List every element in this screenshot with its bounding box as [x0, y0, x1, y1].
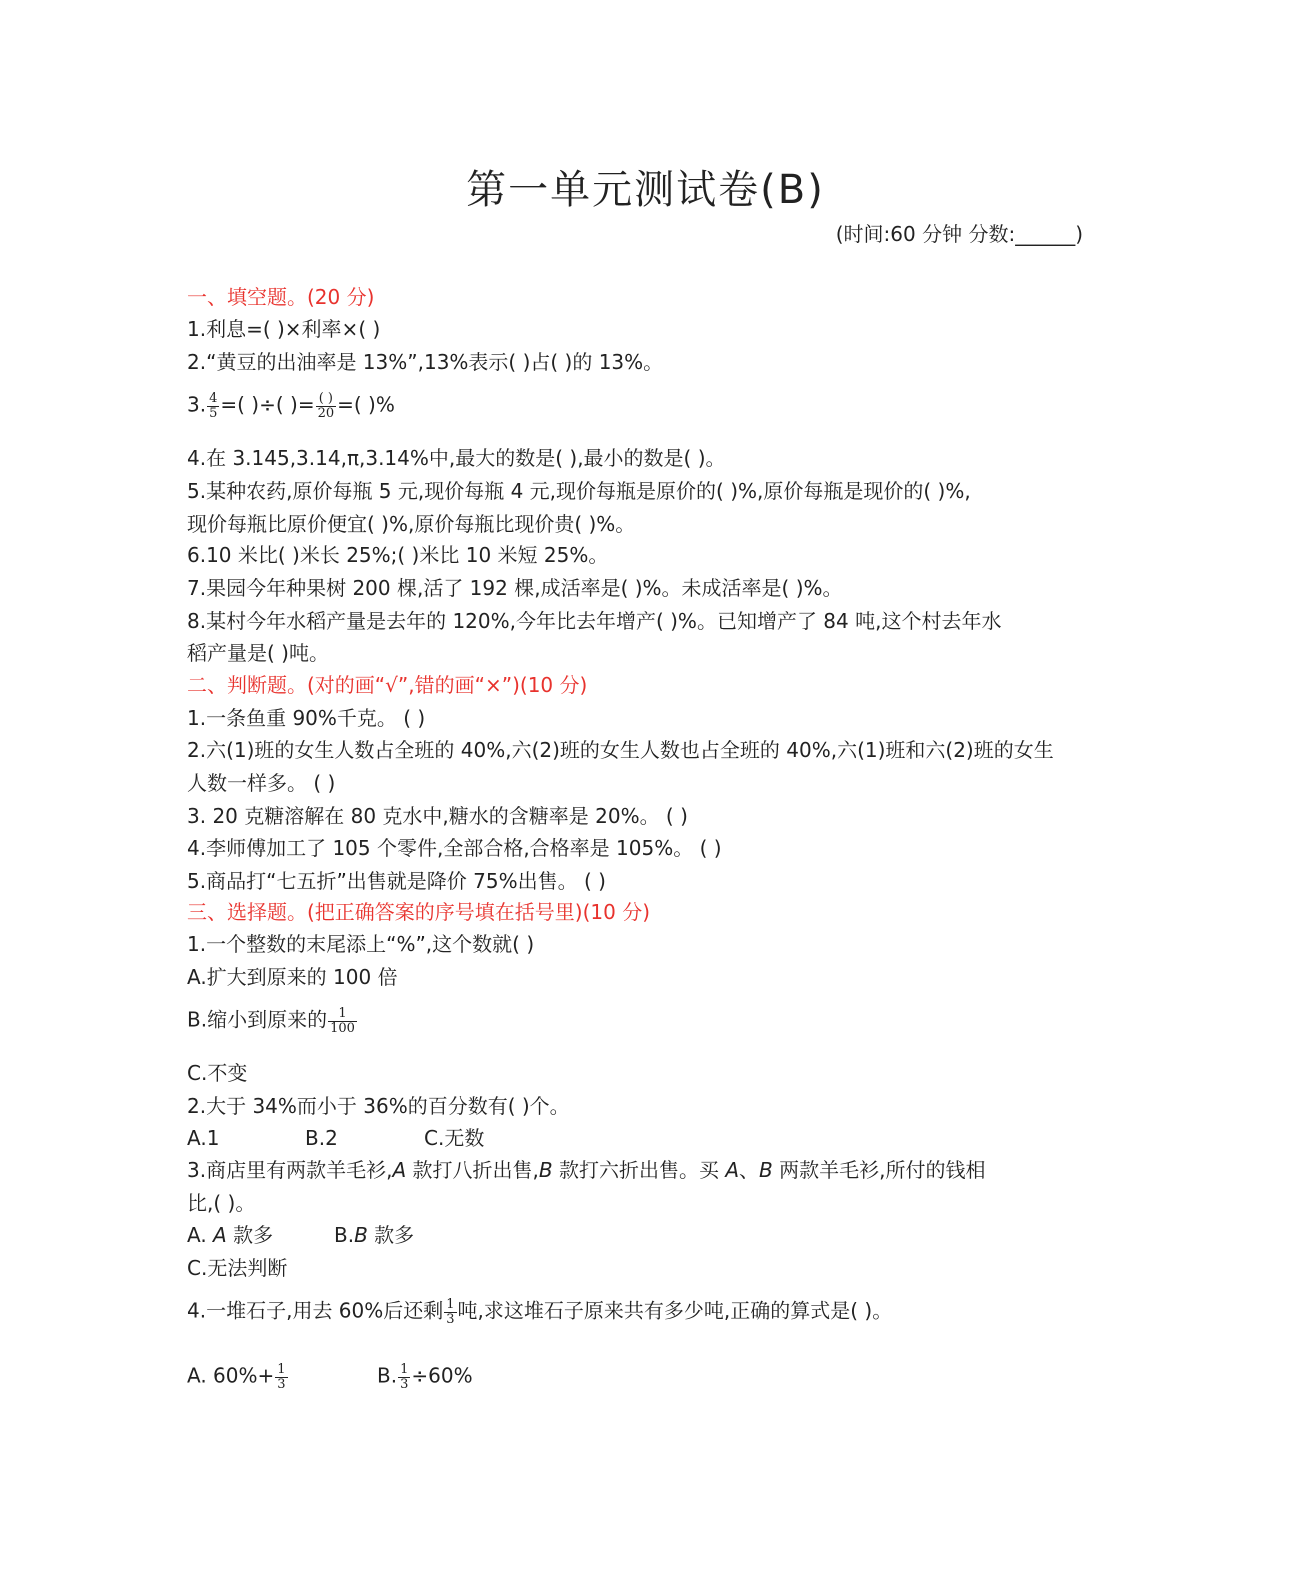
s3-question-2: 2.大于 34%而小于 36%的百分数有( )个。	[187, 1094, 570, 1118]
s3-q3-letter-b2: B	[759, 1158, 773, 1182]
s3-q3-option-a	[187, 1225, 273, 1245]
s1-question-6: 6.10 米比( )米长 25%;( )米比 10 米短 25%。	[187, 543, 609, 567]
s3-question-1: 1.一个整数的末尾添上“%”,这个数就( )	[187, 932, 535, 956]
s3-q3-b-suffix: 款多	[367, 1223, 415, 1247]
s3-q3-text-a: 3.商店里有两款羊毛衫,	[187, 1158, 393, 1182]
fraction-4-5	[207, 392, 219, 420]
s3-q1-option-b	[187, 1007, 358, 1035]
s3-q3-letter-a: A	[392, 1158, 407, 1182]
fraction-blank-20	[316, 392, 337, 420]
s3-q4-suffix: 吨,求这堆石子原来共有多少吨,正确的算式是( )。	[457, 1298, 893, 1323]
s3-q3-letter-a2: A	[725, 1158, 739, 1182]
s3-q3-a-letter: A	[213, 1223, 227, 1247]
s3-q3-b-letter: B	[354, 1223, 368, 1247]
fraction-denominator: 3	[446, 1311, 455, 1327]
s3-q3-text-e: 两款羊毛衫,所付的钱相	[772, 1158, 986, 1182]
s1-question-1: 1.利息=( )×利率×( )	[187, 317, 381, 341]
s3-question-3-line1	[187, 1160, 985, 1180]
s3-q2-option-c: C.无数	[424, 1126, 485, 1150]
fraction-numerator: 1	[400, 1362, 409, 1377]
s1-q3-suffix: =( )%	[337, 392, 395, 417]
s3-q3-a-prefix: A.	[187, 1223, 214, 1247]
fraction-1-3	[275, 1363, 287, 1391]
s1-q3-mid: =( )÷( )=	[220, 392, 315, 417]
s3-q3-option-c: C.无法判断	[187, 1256, 288, 1280]
s3-q4-a-prefix: A. 60%+	[187, 1363, 275, 1388]
time-score-info: (时间:60 分钟 分数:______)	[835, 222, 1083, 246]
s3-q4-b-prefix: B.	[377, 1363, 398, 1388]
s1-question-8-line1: 8.某村今年水稻产量是去年的 120%,今年比去年增产( )%。已知增产了 84 吨,这个村去年水	[187, 609, 1002, 633]
s3-q3-b-prefix: B.	[334, 1223, 355, 1247]
s3-q4-option-a	[187, 1363, 289, 1391]
s1-question-5-line1: 5.某种农药,原价每瓶 5 元,现价每瓶 4 元,现价每瓶是原价的( )%,原价每瓶是现价的( )%,	[187, 479, 971, 503]
s2-question-3: 3. 20 克糖溶解在 80 克水中,糖水的含糖率是 20%。 ( )	[187, 804, 688, 828]
s3-q3-option-b	[334, 1225, 414, 1245]
s2-question-1: 1.一条鱼重 90%千克。 ( )	[187, 706, 426, 730]
s3-q3-a-suffix: 款多	[226, 1223, 274, 1247]
fraction-numerator: ( )	[316, 392, 337, 407]
s3-q2-option-a: A.1	[187, 1126, 220, 1150]
section2-heading: 二、判断题。(对的画“√”,错的画“×”)(10 分)	[187, 673, 588, 697]
fraction-denominator: 100	[330, 1020, 355, 1036]
fraction-denominator: 5	[209, 405, 218, 421]
s2-question-4: 4.李师傅加工了 105 个零件,全部合格,合格率是 105%。 ( )	[187, 836, 722, 860]
s3-q4-option-b	[377, 1363, 473, 1391]
fraction-denominator: 3	[277, 1376, 286, 1392]
fraction-numerator: 1	[446, 1297, 455, 1312]
s1-question-5-line2: 现价每瓶比原价便宜( )%,原价每瓶比现价贵( )%。	[187, 512, 636, 536]
s3-q3-text-c: 款打六折出售。买	[552, 1158, 726, 1182]
fraction-numerator: 1	[328, 1007, 357, 1022]
s3-q1-b-prefix: B.缩小到原来的	[187, 1007, 328, 1032]
s3-q1-option-c: C.不变	[187, 1061, 248, 1085]
s3-q2-option-b: B.2	[305, 1126, 338, 1150]
s1-question-7: 7.果园今年种果树 200 棵,活了 192 棵,成活率是( )%。未成活率是( )%。	[187, 576, 843, 600]
fraction-numerator: 1	[277, 1362, 286, 1377]
s1-question-2: 2.“黄豆的出油率是 13%”,13%表示( )占( )的 13%。	[187, 350, 664, 374]
s3-q3-letter-b: B	[538, 1158, 553, 1182]
s3-q4-b-suffix: ÷60%	[411, 1363, 473, 1388]
fraction-denominator: 3	[400, 1376, 409, 1392]
s3-question-3-line2: 比,( )。	[187, 1191, 256, 1215]
fraction-numerator: 4	[209, 391, 218, 406]
page-title: 第一单元测试卷(B)	[466, 167, 825, 213]
s2-question-2-line1: 2.六(1)班的女生人数占全班的 40%,六(2)班的女生人数也占全班的 40%,六(1)班和六(2)班的女生	[187, 738, 1054, 762]
s3-q4-prefix: 4.一堆石子,用去 60%后还剩	[187, 1298, 444, 1323]
section3-heading: 三、选择题。(把正确答案的序号填在括号里)(10 分)	[187, 900, 651, 924]
section1-heading: 一、填空题。(20 分)	[187, 285, 375, 309]
fraction-1-100	[328, 1007, 357, 1035]
fraction-denominator: 20	[317, 405, 335, 421]
s1-question-3	[187, 392, 395, 420]
s3-q3-text-d: 、	[739, 1158, 759, 1182]
s3-q1-option-a: A.扩大到原来的 100 倍	[187, 965, 398, 989]
s3-question-4	[187, 1298, 892, 1326]
fraction-1-3	[398, 1363, 410, 1391]
s2-question-2-line2: 人数一样多。 ( )	[187, 771, 336, 795]
s1-question-4: 4.在 3.145,3.14,π,3.14%中,最大的数是( ),最小的数是( )。	[187, 446, 726, 470]
fraction-1-3	[444, 1298, 456, 1326]
s1-question-8-line2: 稻产量是( )吨。	[187, 641, 329, 665]
s2-question-5: 5.商品打“七五折”出售就是降价 75%出售。 ( )	[187, 869, 606, 893]
s3-q3-text-b: 款打八折出售,	[406, 1158, 539, 1182]
s1-q3-prefix: 3.	[187, 392, 207, 417]
